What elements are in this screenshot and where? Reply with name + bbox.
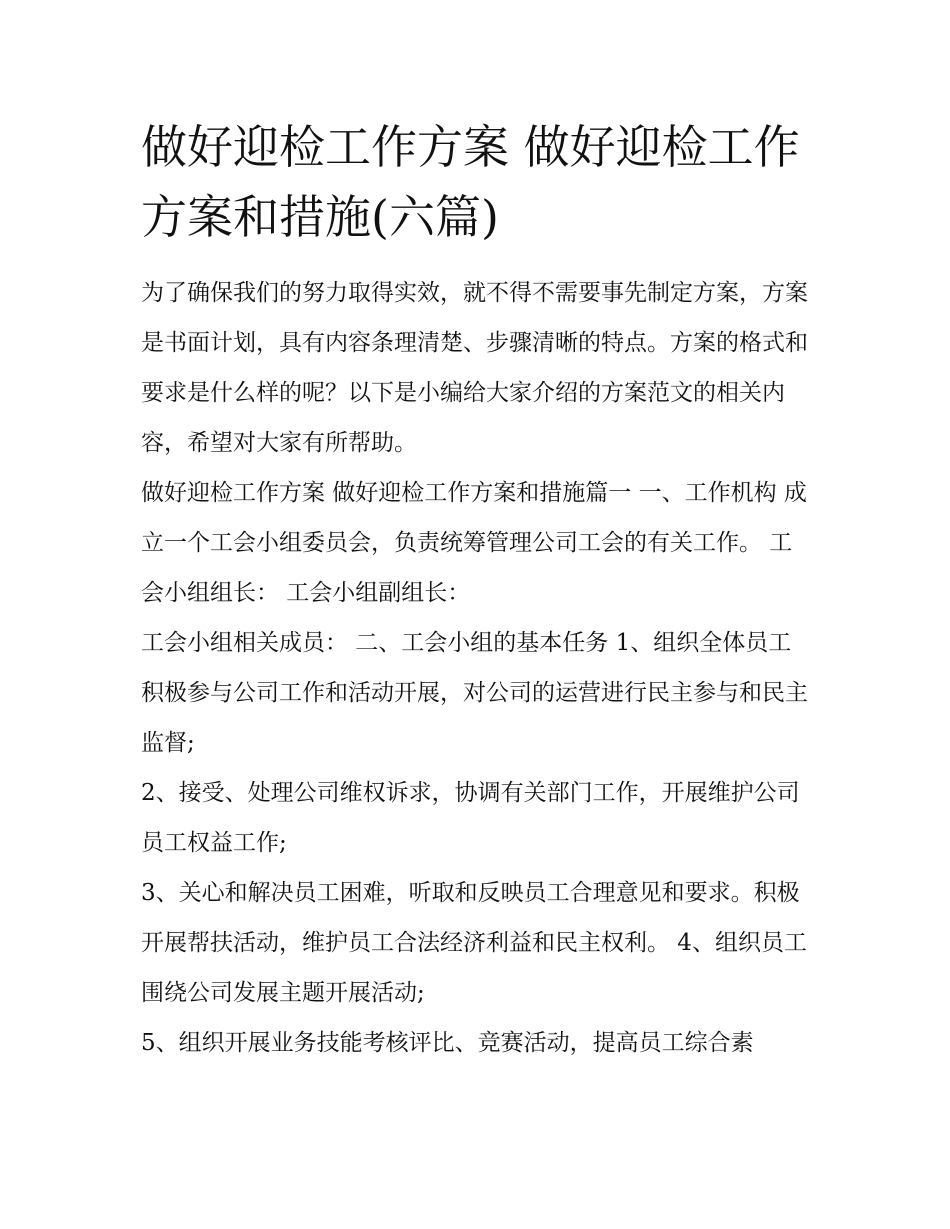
document-title: 做好迎检工作方案 做好迎检工作方案和措施(六篇) xyxy=(141,120,800,244)
paragraph-section-one: 做好迎检工作方案 做好迎检工作方案和措施篇一 一、工作机构 成立一个工会小组委员会，负责统筹管理公司工会的有关工作。 工会小组组长： 工会小组副组长： xyxy=(141,480,807,606)
paragraph-members-tasks: 工会小组相关成员： 二、工会小组的基本任务 1、组织全体员工积极参与公司工作和活动开展，对公司的运营进行民主参与和民主监督; xyxy=(141,630,808,756)
paragraph-item-2: 2、接受、处理公司维权诉求，协调有关部门工作，开展维护公司员工权益工作; xyxy=(141,780,800,856)
paragraph-item-5: 5、组织开展业务技能考核评比、竞赛活动，提高员工综合素 xyxy=(141,1030,754,1056)
document-body xyxy=(141,112,813,1068)
paragraph-item-3-4: 3、关心和解决员工困难，听取和反映员工合理意见和要求。积极开展帮扶活动，维护员工合法经济利益和民主权利。 4、组织员工围绕公司发展主题开展活动; xyxy=(141,880,807,1006)
paragraph-intro: 为了确保我们的努力取得实效，就不得不需要事先制定方案，方案是书面计划，具有内容条理清楚、步骤清晰的特点。方案的格式和要求是什么样的呢？以下是小编给大家介绍的方案范文的相关内容，希望对大家有所帮助。 xyxy=(141,280,808,456)
